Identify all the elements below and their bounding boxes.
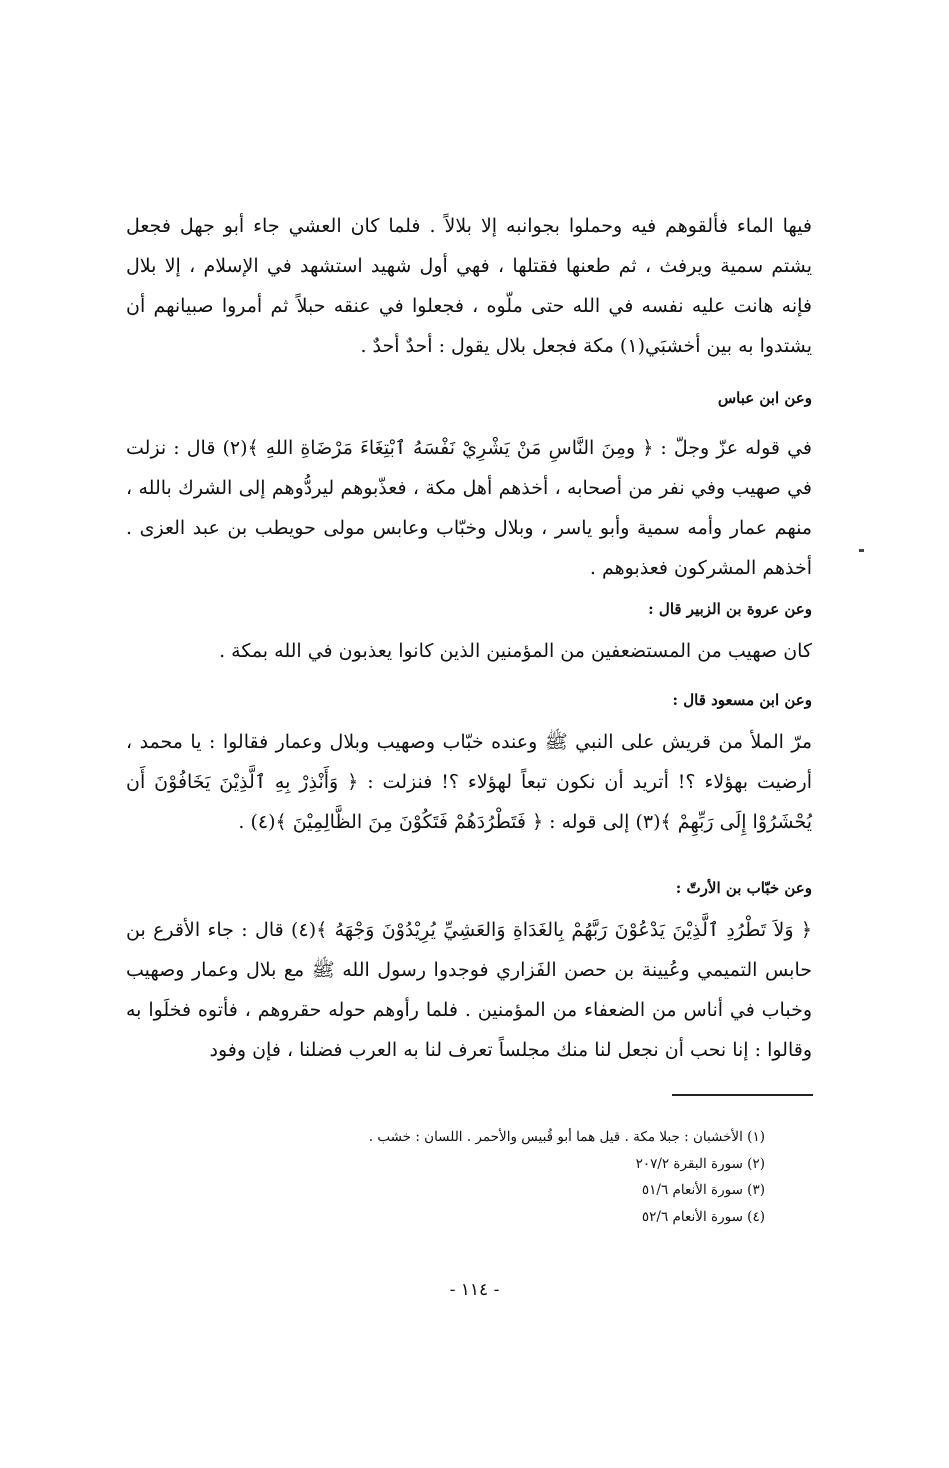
footnote-separator bbox=[672, 1094, 813, 1096]
section-heading: وعن خبّاب بن الأرتّ : bbox=[675, 879, 812, 897]
section-text: في قوله عزّ وجلّ : ﴿ ومِنَ النَّاسِ مَنْ يَشْرِيْ نَفْسَهُ ٱبْتِغَاءَ مَرْضَاةِ اللهِ ﴾(٢) قال : نزلت في صهيب وفي نفر من أصحابه ، أخذهم أهل مكة ، فعذّبوهم ليردُّوهم إلى الشرك بالله ، منهم عمار وأمه سمية وأبو ياسر ، وبلال وخبّاب وعابس مولى حويطب بن عبد العزى . أخذهم المشركون فعذبوهم . bbox=[126, 437, 812, 579]
footnote-2: (٢) سورة البقرة ٢٠٧/٢ bbox=[635, 1155, 765, 1172]
footnote-1: (١) الأخشبان : جبلا مكة . قيل هما أبو قُبيس والأحمر . اللسان : خشب . bbox=[368, 1129, 765, 1145]
footnotes bbox=[300, 1124, 765, 1230]
section-text: كان صهيب من المستضعفين من المؤمنين الذين كانوا يعذبون في الله بمكة . bbox=[219, 640, 812, 662]
section-ibn-abbas bbox=[126, 386, 812, 588]
print-speck bbox=[859, 549, 864, 552]
opening-paragraph: فيها الماء فألقوهم فيه وحملوا بجوانبه إلا بلالاً . فلما كان العشي جاء أبو جهل فجعل يشتم سمية ويرفث ، ثم طعنها فقتلها ، فهي أول شهيد استشهد في الإسلام ، إلا بلال فإنه هانت عليه نفسه في الله حتى ملّوه ، فجعلوا في عنقه حبلاً ثم أمروا صبيانهم أن يشتدوا به بين أخشبَي(١) مكة فجعل بلال يقول : أحدٌ أحدٌ . bbox=[126, 215, 812, 357]
section-text: مرّ الملأ من قريش على النبي ﷺ وعنده خبّاب وصهيب وبلال وعمار فقالوا : يا محمد ، أرضيت بهؤلاء ؟! أتريد أن نكون تبعاً لهؤلاء ؟! فنزلت : ﴿ وَأَنْذِرْ بِهِ ٱلَّذِيْنَ يَخَافُوْنَ أَن يُحْشَرُوْا إِلَى رَبِّهِمْ ﴾(٣) إلى قوله : ﴿ فَتَطْرُدَهُمْ فَتَكُوْنَ مِنَ الظَّالِمِيْنَ ﴾(٤) . bbox=[126, 731, 812, 833]
footnote-4: (٤) سورة الأنعام ٥٢/٦ bbox=[641, 1208, 765, 1225]
section-heading: وعن عروة بن الزبير قال : bbox=[648, 600, 812, 618]
section-khabbab bbox=[126, 876, 812, 1070]
section-heading: وعن ابن مسعود قال : bbox=[672, 691, 812, 709]
opening-paragraph-block bbox=[126, 206, 812, 366]
section-urwa bbox=[126, 597, 812, 671]
section-text: ﴿ وَلاَ تَطْرُدِ ٱلَّذِيْنَ يَدْعُوْنَ رَبَّهُمْ بِالغَدَاةِ وَالعَشِيِّ يُرِيْدُوْنَ وَجْهَهُ ﴾(٤) قال : جاء الأقرع بن حابس التميمي وعُيينة بن حصن الفَزاري فوجدوا رسول الله ﷺ مع بلال وعمار وصهيب وخباب في أناس من الضعفاء من المؤمنين . فلما رأوهم حوله حقروهم ، فأتوه فخلَوا به وقالوا : إنا نحب أن نجعل لنا منك مجلساً تعرف لنا به العرب فضلنا ، فإن وفود bbox=[126, 919, 812, 1061]
section-heading: وعن ابن عباس bbox=[717, 389, 812, 407]
page-number: - ١١٤ - bbox=[449, 1280, 500, 1300]
section-ibn-masud bbox=[126, 688, 812, 842]
footnote-3: (٣) سورة الأنعام ٥١/٦ bbox=[641, 1182, 765, 1198]
